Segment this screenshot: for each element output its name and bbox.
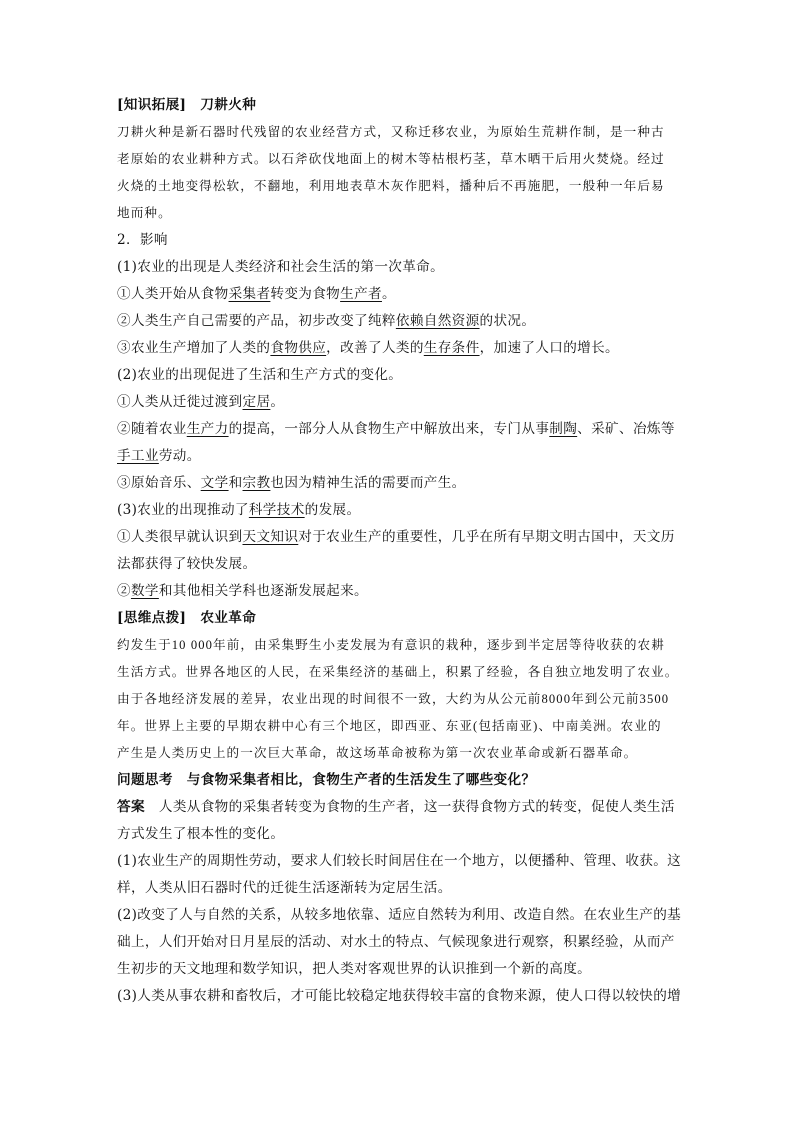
paragraph: ③原始音乐、文学和宗教也因为精神生活的需要而产生。 [117,475,466,491]
answer-line: (3)人类从事农耕和畜牧后，才可能比较稳定地获得较丰富的食物来源，使人口得以较快的增 [117,988,682,1004]
key-term: 生产者 [340,286,382,302]
key-term: 数学 [130,583,159,599]
knowledge-extension-line: 火烧的土地变得松软，不翻地，利用地表草木灰作肥料，播种后不再施肥，一般种一年后易 [117,179,665,193]
key-term: 制陶 [549,421,578,437]
thinking-tip-tag: [思维点拨] [117,610,187,626]
key-term: 采集者 [228,286,271,302]
paragraph: ①人类很早就认识到天文知识对于农业生产的重要性，几乎在所有早期文明古国中，天文历 [117,529,675,545]
question-label: 问题思考 [117,772,173,788]
thinking-tip-heading [117,605,681,632]
key-term: 科学技术 [248,502,305,518]
key-term: 生存条件 [423,340,480,356]
key-term: 宗教 [242,475,271,491]
answer-line: 生初步的天文地理和数学知识，把人类对客观世界的认识推到一个新的高度。 [117,961,592,977]
question-text: 与食物采集者相比，食物生产者的生活发生了哪些变化？ [186,772,536,788]
paragraph: ②随着农业生产力的提高，一部分人从食物生产中解放出来，专门从事制陶、采矿、冶炼等 [117,421,675,437]
paragraph: (1)农业的出现是人类经济和社会生活的第一次革命。 [117,259,445,275]
paragraph: (2)农业的出现促进了生活和生产方式的变化。 [117,367,403,383]
knowledge-extension-line: 地而种。 [117,206,172,220]
paragraph: ②人类生产自己需要的产品，初步改变了纯粹依赖自然资源的状况。 [117,313,536,329]
knowledge-extension-tag: [知识拓展] [117,97,187,113]
key-term: 文学 [200,475,229,491]
knowledge-extension-heading [117,92,681,119]
key-term: 生产力 [186,421,229,437]
thinking-tip-line: 生活方式。世界各地区的人民，在采集经济的基础上，积累了经验，各自独立地发明了农业。 [117,665,679,679]
document-page [117,92,681,1010]
paragraph: ①人类开始从食物采集者转变为食物生产者。 [117,286,396,302]
section-heading: 2．影响 [117,232,168,248]
thinking-tip-title: 农业革命 [200,610,257,626]
thinking-tip-line: 约发生于10 000年前，由采集野生小麦发展为有意识的栽种，逐步到半定居等待收获的农耕 [117,638,665,652]
question [117,767,681,794]
paragraph: 手工业劳动。 [117,448,201,464]
answer-line: 方式发生了根本性的变化。 [117,826,285,842]
paragraph: (3)农业的出现推动了科学技术的发展。 [117,502,361,518]
answer-line: (2)改变了人与自然的关系，从较多地依靠、适应自然转为利用、改造自然。在农业生产的基 [117,907,682,923]
answer-label: 答案 [117,799,145,815]
thinking-tip-line: 由于各地经济发展的差异，农业出现的时间很不一致，大约为从公元前8000年到公元前3500 [117,692,670,706]
paragraph: ②数学和其他相关学科也逐渐发展起来。 [117,583,368,599]
paragraph: 法都获得了较快发展。 [117,556,257,572]
answer-text: 人类从食物的采集者转变为食物的生产者，这一获得食物方式的转变，促使人类生活 [158,799,675,815]
key-term: 食物供应 [270,340,327,356]
thinking-tip-line: 年。世界上主要的早期农耕中心有三个地区，即西亚、东亚(包括南亚)、中南美洲。农业的 [117,719,662,733]
knowledge-extension-line: 刀耕火种是新石器时代残留的农业经营方式，又称迁移农业，为原始生荒耕作制，是一种古 [117,125,665,139]
key-term: 依赖自然资源 [395,313,480,329]
answer-line: (1)农业生产的周期性劳动，要求人们较长时间居住在一个地方，以便播种、管理、收获。这 [117,853,682,869]
key-term: 天文知识 [242,529,299,545]
thinking-tip-line: 产生是人类历史上的一次巨大革命，故这场革命被称为第一次农业革命或新石器革命。 [117,746,638,760]
paragraph: ①人类从迁徙过渡到定居。 [117,394,285,410]
answer-line: 样，人类从旧石器时代的迁徙生活逐渐转为定居生活。 [117,880,452,896]
knowledge-extension-title: 刀耕火种 [200,97,257,113]
answer [117,794,681,821]
answer-line: 础上，人们开始对日月星辰的活动、对水土的特点、气候现象进行观察，积累经验，从而产 [117,934,675,950]
knowledge-extension-line: 老原始的农业耕种方式。以石斧砍伐地面上的树木等枯根朽茎，草木晒干后用火焚烧。经过 [117,152,665,166]
key-term: 定居 [242,394,271,410]
key-term: 手工业 [117,448,159,464]
paragraph: ③农业生产增加了人类的食物供应，改善了人类的生存条件，加速了人口的增长。 [117,340,619,356]
